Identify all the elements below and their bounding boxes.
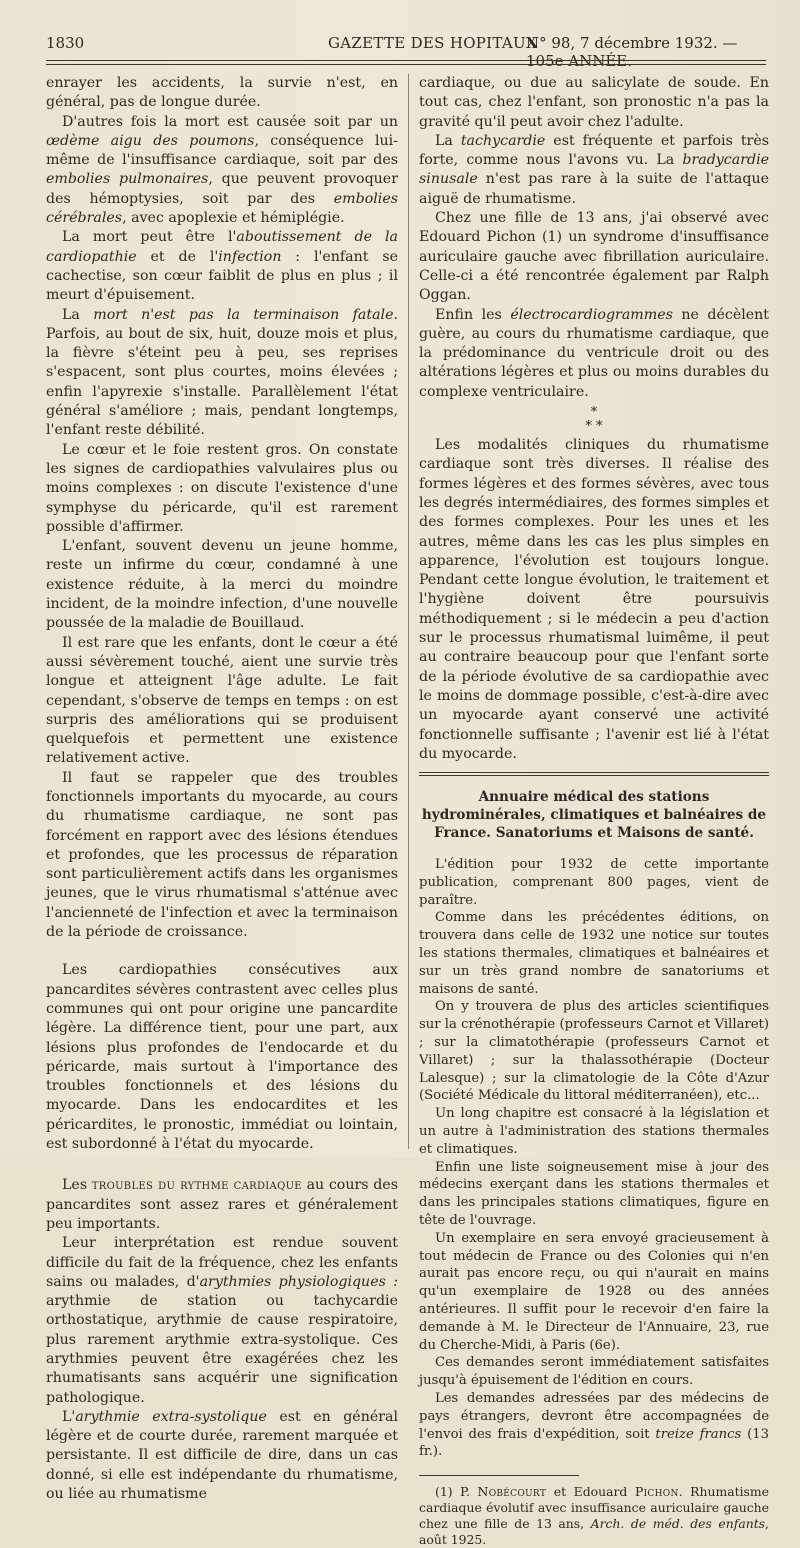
- annuaire-title: Annuaire médical des stations hydrominérales, climatiques et balnéaires de France. Sanatoriums et Maisons de santé.: [421, 789, 767, 842]
- paragraph: Les troubles du rythme cardiaque au cours des pancardites sont assez rares et généralement peu importants.: [46, 1177, 398, 1232]
- paragraph: Comme dans les précédentes éditions, on trouvera dans celle de 1932 une notice sur toutes les stations thermales, climatiques et balnéaires et sur un très grand nombre de sanatoriums et maisons de santé.: [419, 910, 769, 997]
- left-column: [46, 74, 398, 1504]
- paragraph: D'autres fois la mort est causée soit par un œdème aigu des poumons, conséquence lui-même de l'insuffisance cardiaque, soit par des embolies pulmonaires, que peuvent provoquer des hémoptysies, soit par des embolies cérébrales, avec apoplexie et hémiplégie.: [46, 113, 398, 227]
- paragraph: Leur interprétation est rendue souvent difficile du fait de la fréquence, chez les enfants sains ou malades, d'arythmies physiologiques : arythmie de station ou tachycardie orthostatique, arythmie de cause respiratoire, plus rarement arythmie extra-systolique. Ces arythmies peuvent être exagérées chez les rhumatisants sans acquérir une signification pathologique.: [46, 1235, 398, 1406]
- page-header: [46, 34, 766, 70]
- paragraph: L'arythmie extra-systolique est en général légère et de courte durée, rarement marquée et persistante. Il est difficile de dire, dans un cas donné, si elle est indépendante du rhumatisme, ou liée au rhumatisme: [46, 1408, 399, 1503]
- footnote-rule: [419, 1475, 579, 1476]
- paragraph: Un long chapitre est consacré à la législation et un autre à l'administration des stations thermales et climatiques.: [419, 1106, 769, 1157]
- paragraph: La tachycardie est fréquente et parfois très forte, comme nous l'avons vu. La bradycardie sinusale n'est pas rare à la suite de l'attaque aiguë de rhumatisme.: [419, 132, 770, 207]
- paragraph: La mort peut être l'aboutissement de la cardiopathie et de l'infection : l'enfant se cachectise, son cœur faiblit de plus en plus ; il meurt d'épuisement.: [46, 229, 398, 304]
- column-divider: [408, 74, 409, 1149]
- paragraph: La mort n'est pas la terminaison fatale. Parfois, au bout de six, huit, douze mois et plus, la fièvre s'éteint peu à peu, ses reprises s'espacent, sont plus courtes, moins élevées ; enfin l'apyrexie s'installe. Parallèlement l'état général s'améliore ; mais, pendant longtemps, l'enfant reste débilité.: [46, 306, 398, 439]
- header-rule: [46, 60, 766, 61]
- header-rule-double: [46, 64, 766, 65]
- paragraph: Il est rare que les enfants, dont le cœur a été aussi sévèrement touché, aient une survie très longue et atteignent l'âge adulte. Le fait cependant, s'observe de temps en temps : on est surpris des améliorations qui se produisent quelquefois et permettent une existence relativement active.: [46, 634, 398, 767]
- section-rule: [419, 772, 769, 773]
- section-separator-stars: * * *: [585, 405, 603, 435]
- paragraph: Ces demandes seront immédiatement satisfaites jusqu'à épuisement de l'édition en cours.: [419, 1355, 769, 1389]
- paragraph: Enfin une liste soigneusement mise à jour des médecins exerçant dans les stations thermales et dans les principales stations climatiques, figure en tête de l'ouvrage.: [419, 1159, 769, 1229]
- section-rule-double: [419, 775, 769, 776]
- paragraph: Les cardiopathies consécutives aux pancardites sévères contrastent avec celles plus communes qui ont pour origine une pancardite légère. La différence tient, pour une part, aux lésions plus profondes de l'endocarde et du péricarde, mais surtout à l'importance des troubles fonctionnels et des lésions du myocarde. Dans les endocardites et les péricardites, le pronostic, immédiat ou lointain, est subordonné à l'état du myocarde.: [46, 962, 398, 1153]
- paragraph: On y trouvera de plus des articles scientifiques sur la crénothérapie (professeurs Carnot et Villaret) ; sur la climatothérapie (professeurs Carnot et Villaret) ; sur la thalassothérapie (Docteur Lalesque) ; sur la climatologie de la Côte d'Azur (Société Médicale du littoral méditerranéen), etc...: [419, 999, 769, 1104]
- journal-title: GAZETTE DES HOPITAUX: [328, 34, 537, 52]
- paragraph: L'édition pour 1932 de cette importante publication, comprenant 800 pages, vient de paraître.: [419, 857, 769, 908]
- paragraph: Un exemplaire en sera envoyé gracieusement à tout médecin de France ou des Colonies qui n'en aurait pas encore reçu, ou qui n'aurait en mains qu'un exemplaire de 1928 ou des années antérieures. Il suffit pour le recevoir d'en faire la demande à M. le Directeur de l'Annuaire, 23, rue du Cherche-Midi, à Paris (6e).: [419, 1230, 769, 1353]
- paragraph: Les modalités cliniques du rhumatisme cardiaque sont très diverses. Il réalise des formes légères et des formes sévères, avec tous les degrés intermédiaires, des formes simples et des formes complexes. Pour les unes et les autres, même dans les cas les plus simples en apparence, l'évolution est toujours longue. Pendant cette longue évolution, le traitement et l'hygiène doivent être poursuivis méthodiquement ; si le médecin a peu d'action sur le processus rhumatismal luimême, il peut au contraire beaucoup pour que l'enfant sorte de la période évolutive de sa cardiopathie avec le moins de dommage possible, c'est-à-dire avec un myocarde ayant conservé une activité fonctionnelle suffisante ; l'avenir est lié à l'état du myocarde.: [419, 437, 769, 762]
- paragraph: enrayer les accidents, la survie n'est, en général, pas de longue durée.: [46, 75, 398, 111]
- paragraph: Enfin les électrocardiogrammes ne décèlent guère, au cours du rhumatisme cardiaque, que la prédominance du ventricule droit ou des altérations légères et plus ou moins durables du complexe ventriculaire.: [419, 306, 769, 400]
- paragraph: Le cœur et le foie restent gros. On constate les signes de cardiopathies valvulaires plus ou moins complexes : on discute l'existence d'une symphyse du péricarde, qu'il est rarement possible d'affirmer.: [46, 441, 398, 535]
- paragraph: Les demandes adressées par des médecins de pays étrangers, devront être accompagnées de l'envoi des frais d'expédition, soit treize francs (13 fr.).: [419, 1391, 769, 1460]
- right-column: [419, 74, 769, 1548]
- page-number: 1830: [46, 34, 85, 52]
- issue-info: N° 98, 7 décembre 1932. — 105e ANNÉE.: [526, 34, 738, 70]
- footnote: (1) P. Nobécourt et Edouard Pichon. Rhumatisme cardiaque évolutif avec insuffisance auriculaire gauche chez une fille de 13 ans, Arch. de méd. des enfants, août 1925.: [419, 1484, 769, 1548]
- paragraph: Il faut se rappeler que des troubles fonctionnels importants du myocarde, au cours du rhumatisme cardiaque, ne sont pas forcément en rapport avec des lésions étendues et profondes, que les processus de réparation sont particulièrement actifs dans les organismes jeunes, que le virus rhumatismal s'atténue avec l'ancienneté de l'infection et avec la terminaison de la période de croissance.: [46, 769, 398, 941]
- paragraph: Chez une fille de 13 ans, j'ai observé avec Edouard Pichon (1) un syndrome d'insuffisance auriculaire gauche avec fibrillation auriculaire. Celle-ci a été rencontrée également par Ralph Oggan.: [419, 210, 769, 304]
- paragraph: cardiaque, ou due au salicylate de soude. En tout cas, chez l'enfant, son pronostic n'a pas la gravité qu'il peut avoir chez l'adulte.: [419, 75, 769, 130]
- paragraph: L'enfant, souvent devenu un jeune homme, reste un infirme du cœur, condamné à une existence réduite, à la merci du moindre incident, de la moindre infection, d'une nouvelle poussée de la maladie de Bouillaud.: [46, 538, 398, 632]
- annuaire-notice: [419, 788, 769, 1461]
